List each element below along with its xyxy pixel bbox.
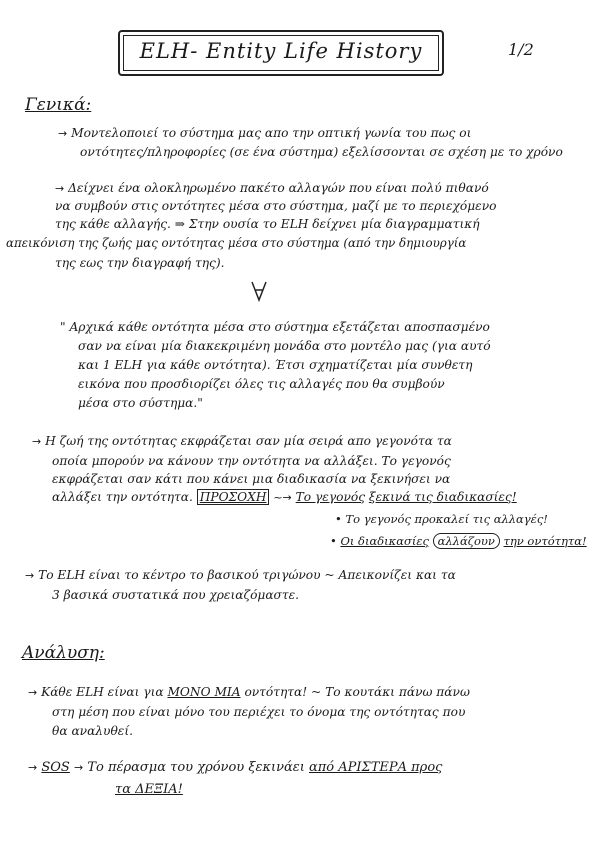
bullet: • <box>335 512 342 526</box>
arrow-icon: → <box>55 182 65 195</box>
section-heading-analysis: Ανάλυση: <box>22 643 105 663</box>
text-line <box>32 434 452 448</box>
section-heading-general: Γενικά: <box>25 95 92 115</box>
p4-line-2: 3 βασικά συστατικά που χρειαζόμαστε. <box>52 588 300 602</box>
p1-line-2: οντότητες/πληροφορίες (σε ένα σύστημα) εξελίσσονται σε σχέση με το χρόνο <box>80 145 563 159</box>
sos-label: SOS <box>41 760 70 775</box>
p4-line-1: Το ELH είναι το κέντρο το βασικού τριγώνου ~ Απεικονίζει και τα <box>38 568 456 582</box>
attention-line-2: Το γεγονός προκαλεί τις αλλαγές! <box>345 512 548 526</box>
p3-line-2: οποία μπορούν να κάνουν την οντότητα να αλλάξει. Το γεγονός <box>52 454 451 468</box>
arrow-icon: → <box>32 435 42 448</box>
quote-line-5: μέσα στο σύστημα." <box>78 396 203 410</box>
a1-caps: ΜΟΝΟ ΜΙΑ <box>167 685 241 699</box>
text-line <box>28 685 470 699</box>
bullet: • <box>330 534 337 548</box>
p3-line-4: αλλάξει την οντότητα. <box>52 490 193 504</box>
text-line <box>25 568 456 582</box>
quote-line-4: εικόνα που προσδιορίζει όλες τις αλλαγές που θα συμβούν <box>78 377 445 391</box>
text-line <box>330 534 587 548</box>
quote-line-3: και 1 ELH για κάθε οντότητα). Έτσι σχηματίζεται μία συνθετη <box>78 358 473 372</box>
p2-line-1: Δείχνει ένα ολοκληρωμένο πακέτο αλλαγών που είναι πολύ πιθανό <box>68 181 489 195</box>
text-line <box>58 126 471 140</box>
arrow-icon: → <box>28 686 38 699</box>
page-number: 1/2 <box>508 40 534 59</box>
a2-start: Το πέρασμα του χρόνου ξεκινάει <box>87 760 305 775</box>
title-box <box>118 30 444 76</box>
arrow-icon: → <box>73 761 84 774</box>
text-line <box>55 181 489 195</box>
a1-line-2: στη μέση που είναι μόνο του περιέχει το όνομα της οντότητας που <box>52 705 466 719</box>
a1-end: οντότητα! ~ Το κουτάκι πάνω πάνω <box>244 685 470 699</box>
attention-processes: Οι διαδικασίες <box>340 534 429 548</box>
text-line <box>335 512 548 526</box>
attention-starts: ξεκινά τις διαδικασίες! <box>368 490 517 504</box>
a2-end: τα ΔΕΞΙΑ! <box>115 782 183 797</box>
p2-line-5: της εως την διαγραφή της). <box>55 256 225 270</box>
p2-line-3: της κάθε αλλαγής. ⇒ Στην ουσία το ELH δείχνει μία διαγραμματική <box>55 217 480 231</box>
arrow-icon: → <box>28 761 38 774</box>
arrow-icon: ~→ <box>273 491 292 504</box>
attention-label: ΠΡΟΣΟΧΗ <box>197 489 270 505</box>
quote-line-1: " Αρχικά κάθε οντότητα μέσα στο σύστημα εξετάζεται αποσπασμένο <box>60 320 490 334</box>
p1-line-1: Μοντελοποιεί το σύστημα μας απο την οπτική γωνία του πως οι <box>71 126 472 140</box>
a2-direction: από ΑΡΙΣΤΕΡΑ προς <box>308 760 443 775</box>
arrow-icon: → <box>25 569 35 582</box>
arrow-icon: → <box>58 127 68 140</box>
p3-line-1: Η ζωή της οντότητας εκφράζεται σαν μία σειρά απο γεγονότα τα <box>45 434 452 448</box>
text-line <box>52 490 517 504</box>
attention-change-oval: αλλάζουν <box>433 533 500 549</box>
page-title: ELH- Entity Life History <box>139 39 423 63</box>
attention-event: Το γεγονός <box>295 490 366 504</box>
p3-line-3: εκφράζεται σαν κάτι που κάνει μια διαδικασία να ξεκινήσει να <box>52 472 451 486</box>
p2-line-2: να συμβούν στις οντότητες μέσα στο σύστημα, μαζί με το περιεχόμενο <box>55 199 497 213</box>
attention-entity: την οντότητα! <box>503 534 587 548</box>
a1-start: Κάθε ELH είναι για <box>41 685 164 699</box>
down-arrow-icon <box>248 280 270 304</box>
a1-line-3: θα αναλυθεί. <box>52 724 133 738</box>
text-line <box>28 760 442 775</box>
p2-line-4: απεικόνιση της ζωής μας οντότητας μέσα στο σύστημα (από την δημιουργία <box>6 236 467 250</box>
quote-line-2: σαν να είναι μία διακεκριμένη μονάδα στο μοντέλο μας (για αυτό <box>78 339 491 353</box>
